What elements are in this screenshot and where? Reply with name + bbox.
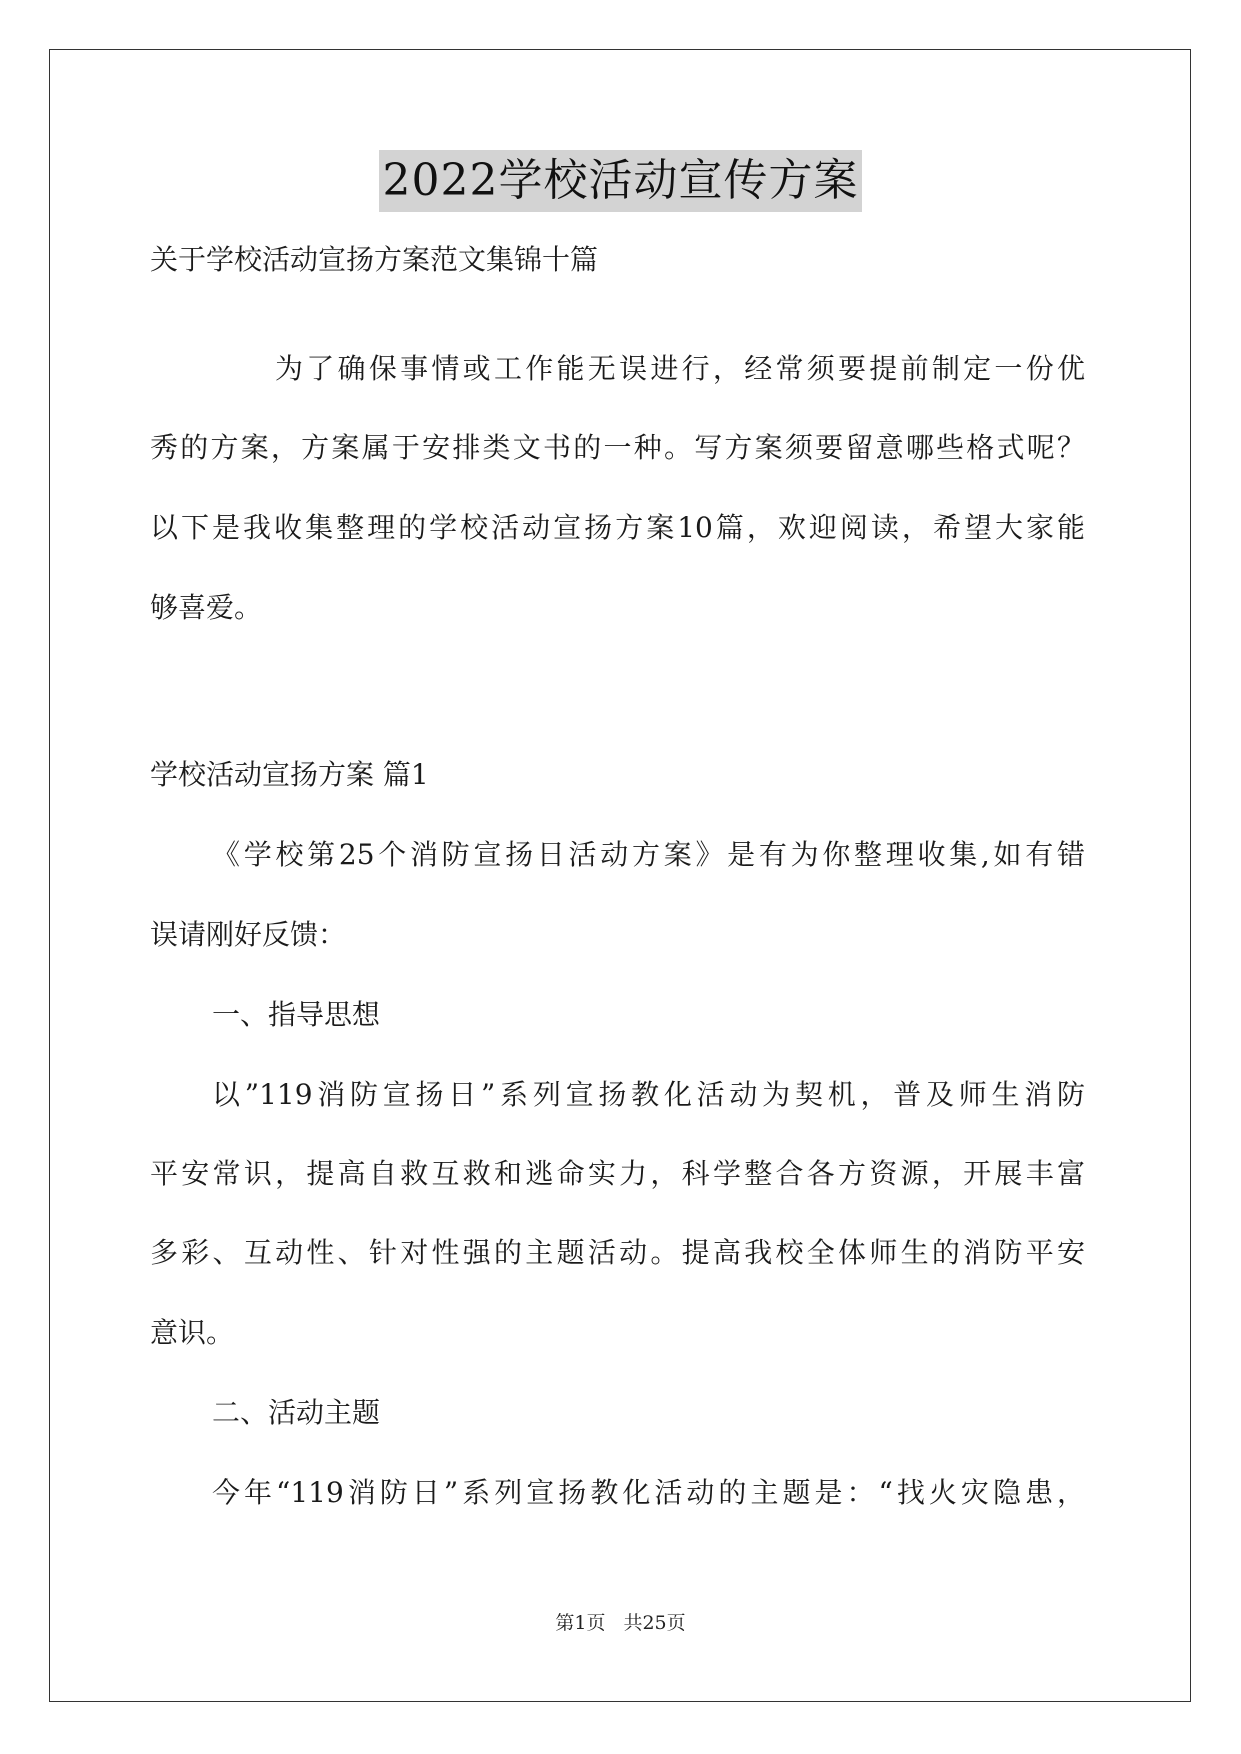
page-total: 共25页 [623,1612,686,1634]
section-line-6: 多彩、互动性、针对性强的主题活动。提高我校全体师生的消防平安 [150,1236,1085,1269]
section-heading-guiding-thought: 一、指导思想 [212,998,381,1031]
intro-line-4: 够喜爱。 [150,591,263,624]
intro-line-3: 以下是我收集整理的学校活动宣扬方案10篇，欢迎阅读，希望大家能 [150,511,1085,544]
section-line-2: 误请刚好反馈： [150,918,347,951]
section-line-7: 意识。 [150,1316,235,1349]
page-footer [0,1610,1241,1636]
title-area [0,150,1241,212]
intro-line-2: 秀的方案，方案属于安排类文书的一种。写方案须要留意哪些格式呢？ [150,431,1085,464]
intro-line-1: 为了确保事情或工作能无误进行，经常须要提前制定一份优 [275,352,1085,385]
page-border [49,49,1191,1702]
section-heading: 学校活动宣扬方案 篇1 [150,758,429,791]
document-title: 2022学校活动宣传方案 [379,150,863,212]
page-number: 第1页 [555,1612,606,1634]
section-line-1: 《学校第25个消防宣扬日活动方案》是有为你整理收集,如有错 [212,838,1085,871]
section-heading-activity-theme: 二、活动主题 [212,1396,381,1429]
document-subtitle: 关于学校活动宣扬方案范文集锦十篇 [150,243,599,276]
section-line-9: 今年“119消防日”系列宣扬教化活动的主题是：“找火灾隐患， [212,1476,1085,1509]
section-line-5: 平安常识，提高自救互救和逃命实力，科学整合各方资源，开展丰富 [150,1157,1085,1190]
section-line-4: 以”119消防宣扬日”系列宣扬教化活动为契机，普及师生消防 [212,1078,1085,1111]
